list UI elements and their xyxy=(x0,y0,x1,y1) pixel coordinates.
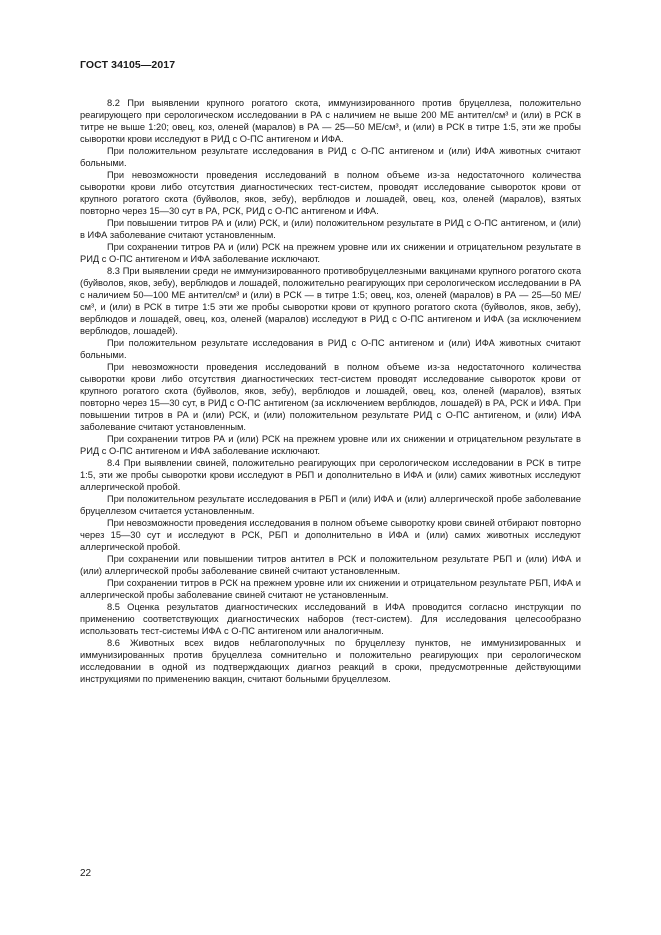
paragraph-8-2: 8.2 При выявлении крупного рогатого скота, иммунизированного против бруцеллеза, положительно реагирующего при серологическом исследовании в РА с наличием не выше 200 МЕ антител/см³ и (или) в РСК в титре не выше 1:20; овец, коз, оленей (маралов) в РА — 25—50 МЕ/см³, и (или) в РСК в титре 1:5, эти же пробы сыворотки крови исследуют в РИД с О-ПС антигеном и ИФА. xyxy=(80,98,581,144)
paragraph-8-3: 8.3 При выявлении среди не иммунизированного противобруцеллезными вакцинами крупного рогатого скота (буйволов, яков, зебу), верблюдов и лошадей, положительно реагирующих при серологическом исследовании в РА с наличием 50—100 МЕ антител/см³ и (или) в РСК — в титре 1:5; овец, коз, оленей (маралов) в РА — 25—50 МЕ/см³, и (или) в РСК в титре 1:5 эти же пробы сыворотки крови от крупного рогатого скота (буйволов, яков, зебу), верблюдов и лошадей, овец, коз, оленей (маралов) исследуют в РИД с О-ПС антигеном и ИФА (за исключением верблюдов, лошадей). xyxy=(80,266,581,336)
paragraph: При невозможности проведения исследований в полном объеме из-за недостаточного количества сыворотки крови либо отсутствия диагностических тест-систем проводят исследование сывороток крови от крупного рогатого скота (буйволов, яков, зебу), верблюдов и лошадей, овец, коз, оленей (маралов), взятых повторно через 15—30 сут, в РИД с О-ПС антигеном (за исключением верблюдов, лошадей) в РА, РСК и ИФА. При повышении титров в РА и (или) РСК, и (или) положительном результате РИД с О-ПС антигеном, и (или) ИФА заболевание считают установленным. xyxy=(80,362,581,432)
page-number: 22 xyxy=(80,868,92,879)
paragraph: При положительном результате исследования в РИД с О-ПС антигеном и (или) ИФА животных считают больными. xyxy=(80,146,581,168)
paragraph: При сохранении или повышении титров антител в РСК и положительном результате РБП и (или) ИФА и (или) аллергической пробы заболевание свиней считают установленным. xyxy=(80,554,581,576)
document-body xyxy=(80,97,581,685)
paragraph: При повышении титров РА и (или) РСК, и (или) положительном результате в РИД с О-ПС антигеном, и (или) в ИФА заболевание считают установленным. xyxy=(80,218,581,240)
paragraph: При положительном результате исследования в РБП и (или) ИФА и (или) аллергической пробе заболевание бруцеллезом считается установленным. xyxy=(80,494,581,516)
paragraph-8-4: 8.4 При выявлении свиней, положительно реагирующих при серологическом исследовании в РСК в титре 1:5, эти же пробы сыворотки крови исследуют в РБП и дополнительно в ИФА и (или) самих животных исследуют аллергической пробой. xyxy=(80,458,581,492)
paragraph: При сохранении титров РА и (или) РСК на прежнем уровне или их снижении и отрицательном результате в РИД с О-ПС антигеном и ИФА заболевание исключают. xyxy=(80,242,581,264)
paragraph: При невозможности проведения исследований в полном объеме из-за недостаточного количества сыворотки крови либо отсутствия диагностических тест-систем, проводят исследование сывороток крови от крупного рогатого скота (буйволов, яков, зебу), верблюдов и лошадей, овец, коз, оленей (маралов), взятых повторно через 15—30 сут в РА, РСК, РИД с О-ПС антигеном и ИФА. xyxy=(80,170,581,216)
paragraph-8-6: 8.6 Животных всех видов неблагополучных по бруцеллезу пунктов, не иммунизированных и иммунизированных против бруцеллеза сомнительно и положительно реагирующих при серологическом исследовании в одной из подтверждающих диагноз реакций в сроки, предусмотренные действующими инструкциями по применению вакцин, считают больными бруцеллезом. xyxy=(80,638,581,684)
paragraph: При положительном результате исследования в РИД с О-ПС антигеном и (или) ИФА животных считают больными. xyxy=(80,338,581,360)
paragraph: При сохранении титров РА и (или) РСК на прежнем уровне или их снижении и отрицательном результате в РИД с О-ПС антигеном и ИФА заболевание исключают. xyxy=(80,434,581,456)
document-header: ГОСТ 34105—2017 xyxy=(80,59,176,71)
paragraph-8-5: 8.5 Оценка результатов диагностических исследований в ИФА проводится согласно инструкции по применению соответствующих диагностических наборов (тест-систем). Для исследования целесообразно использовать тест-системы ИФА с О-ПС антигеном или аналогичным. xyxy=(80,602,581,636)
paragraph: При сохранении титров в РСК на прежнем уровне или их снижении и отрицательном результате РБП, ИФА и аллергической пробы заболевание свиней считают не установленным. xyxy=(80,578,581,600)
paragraph: При невозможности проведения исследования в полном объеме сыворотку крови свиней отбирают повторно через 15—30 сут и исследуют в РСК, РБП и дополнительно в ИФА и (или) самих животных исследуют аллергической пробой. xyxy=(80,518,581,552)
